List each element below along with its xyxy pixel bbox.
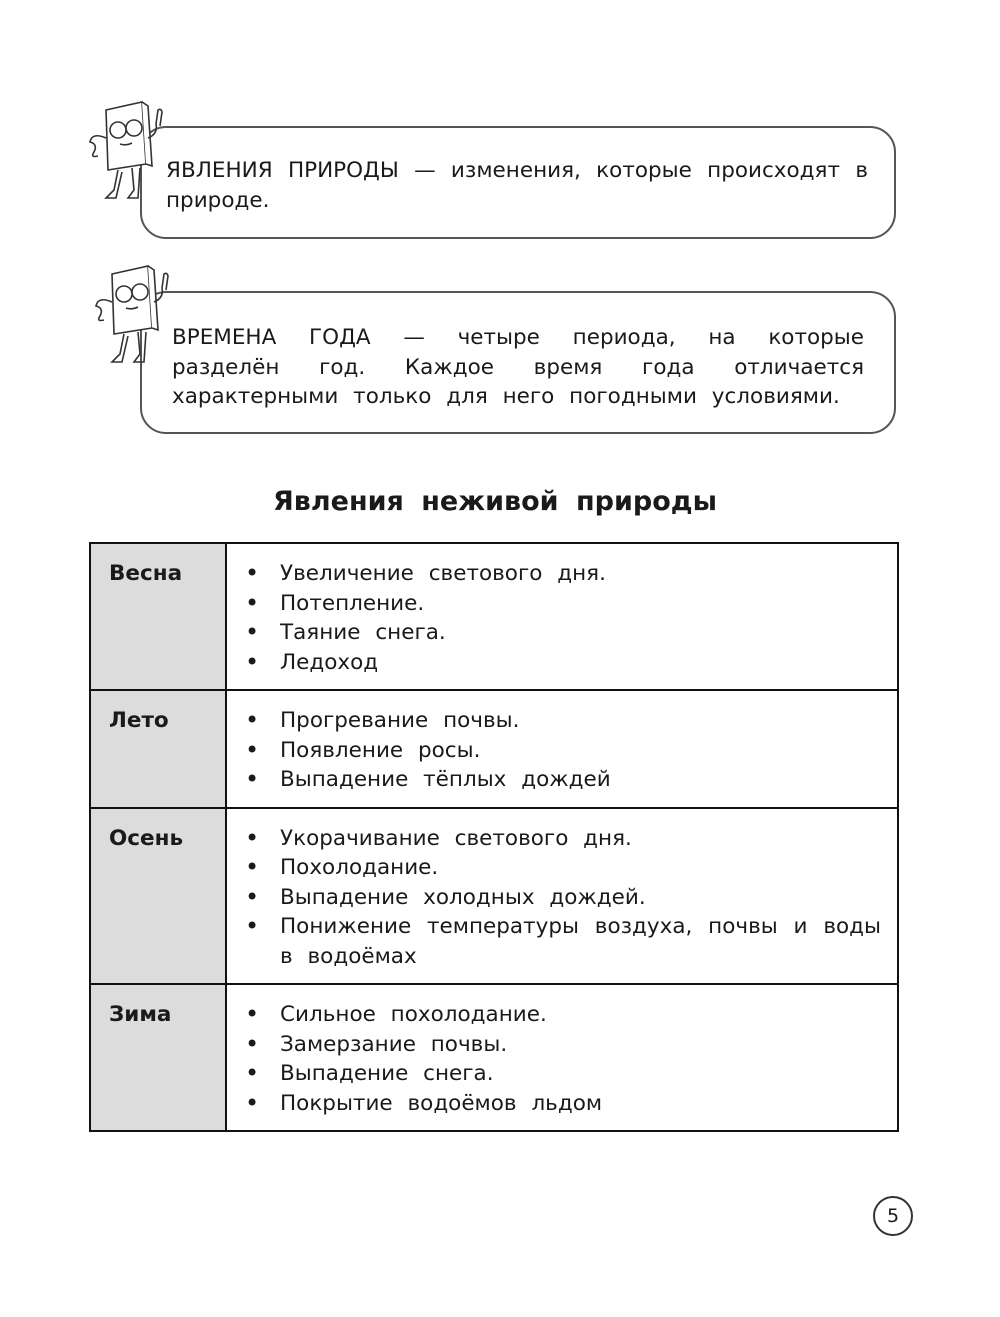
phenomena-list bbox=[245, 706, 881, 795]
phenomena-table bbox=[89, 542, 899, 1132]
season-cell: Осень bbox=[90, 808, 226, 985]
season-cell: Весна bbox=[90, 543, 226, 690]
list-item: • Понижение температуры воздуха, почвы и воды в водоёмах bbox=[245, 912, 881, 971]
list-item: • Таяние снега. bbox=[245, 618, 881, 648]
season-cell: Зима bbox=[90, 984, 226, 1131]
list-item: • Замерзание почвы. bbox=[245, 1030, 881, 1060]
table-row bbox=[90, 690, 898, 808]
definition-text: ЯВЛЕНИЯ ПРИРОДЫ — изменения, которые происходят в природе. bbox=[166, 158, 868, 213]
phenomena-list bbox=[245, 1000, 881, 1118]
list-item: • Похолодание. bbox=[245, 853, 881, 883]
season-cell: Лето bbox=[90, 690, 226, 808]
definition-box-seasons bbox=[140, 291, 896, 434]
list-item: • Прогревание почвы. bbox=[245, 706, 881, 736]
list-item: • Покрытие водоёмов льдом bbox=[245, 1089, 881, 1119]
definition-text: ВРЕМЕНА ГОДА — четыре периода, на которые разделён год. Каждое время года отличается характерными только для него погодными условиями. bbox=[172, 325, 864, 409]
table-row bbox=[90, 984, 898, 1131]
list-item: • Появление росы. bbox=[245, 736, 881, 766]
book-mascot-icon bbox=[82, 98, 172, 208]
phenomena-list bbox=[245, 559, 881, 677]
list-item: • Потепление. bbox=[245, 589, 881, 619]
list-item: • Выпадение тёплых дождей bbox=[245, 765, 881, 795]
list-item: • Ледоход bbox=[245, 648, 881, 678]
phenomena-list bbox=[245, 824, 881, 972]
table-row bbox=[90, 808, 898, 985]
list-item: • Выпадение снега. bbox=[245, 1059, 881, 1089]
list-item: • Выпадение холодных дождей. bbox=[245, 883, 881, 913]
page-number: 5 bbox=[873, 1196, 913, 1236]
list-item: • Сильное похолодание. bbox=[245, 1000, 881, 1030]
list-item: • Укорачивание светового дня. bbox=[245, 824, 881, 854]
book-mascot-icon bbox=[88, 262, 178, 372]
section-title: Явления неживой природы bbox=[273, 486, 717, 517]
table-row bbox=[90, 543, 898, 690]
definition-box-natural-phenomena bbox=[140, 126, 896, 239]
list-item: • Увеличение светового дня. bbox=[245, 559, 881, 589]
